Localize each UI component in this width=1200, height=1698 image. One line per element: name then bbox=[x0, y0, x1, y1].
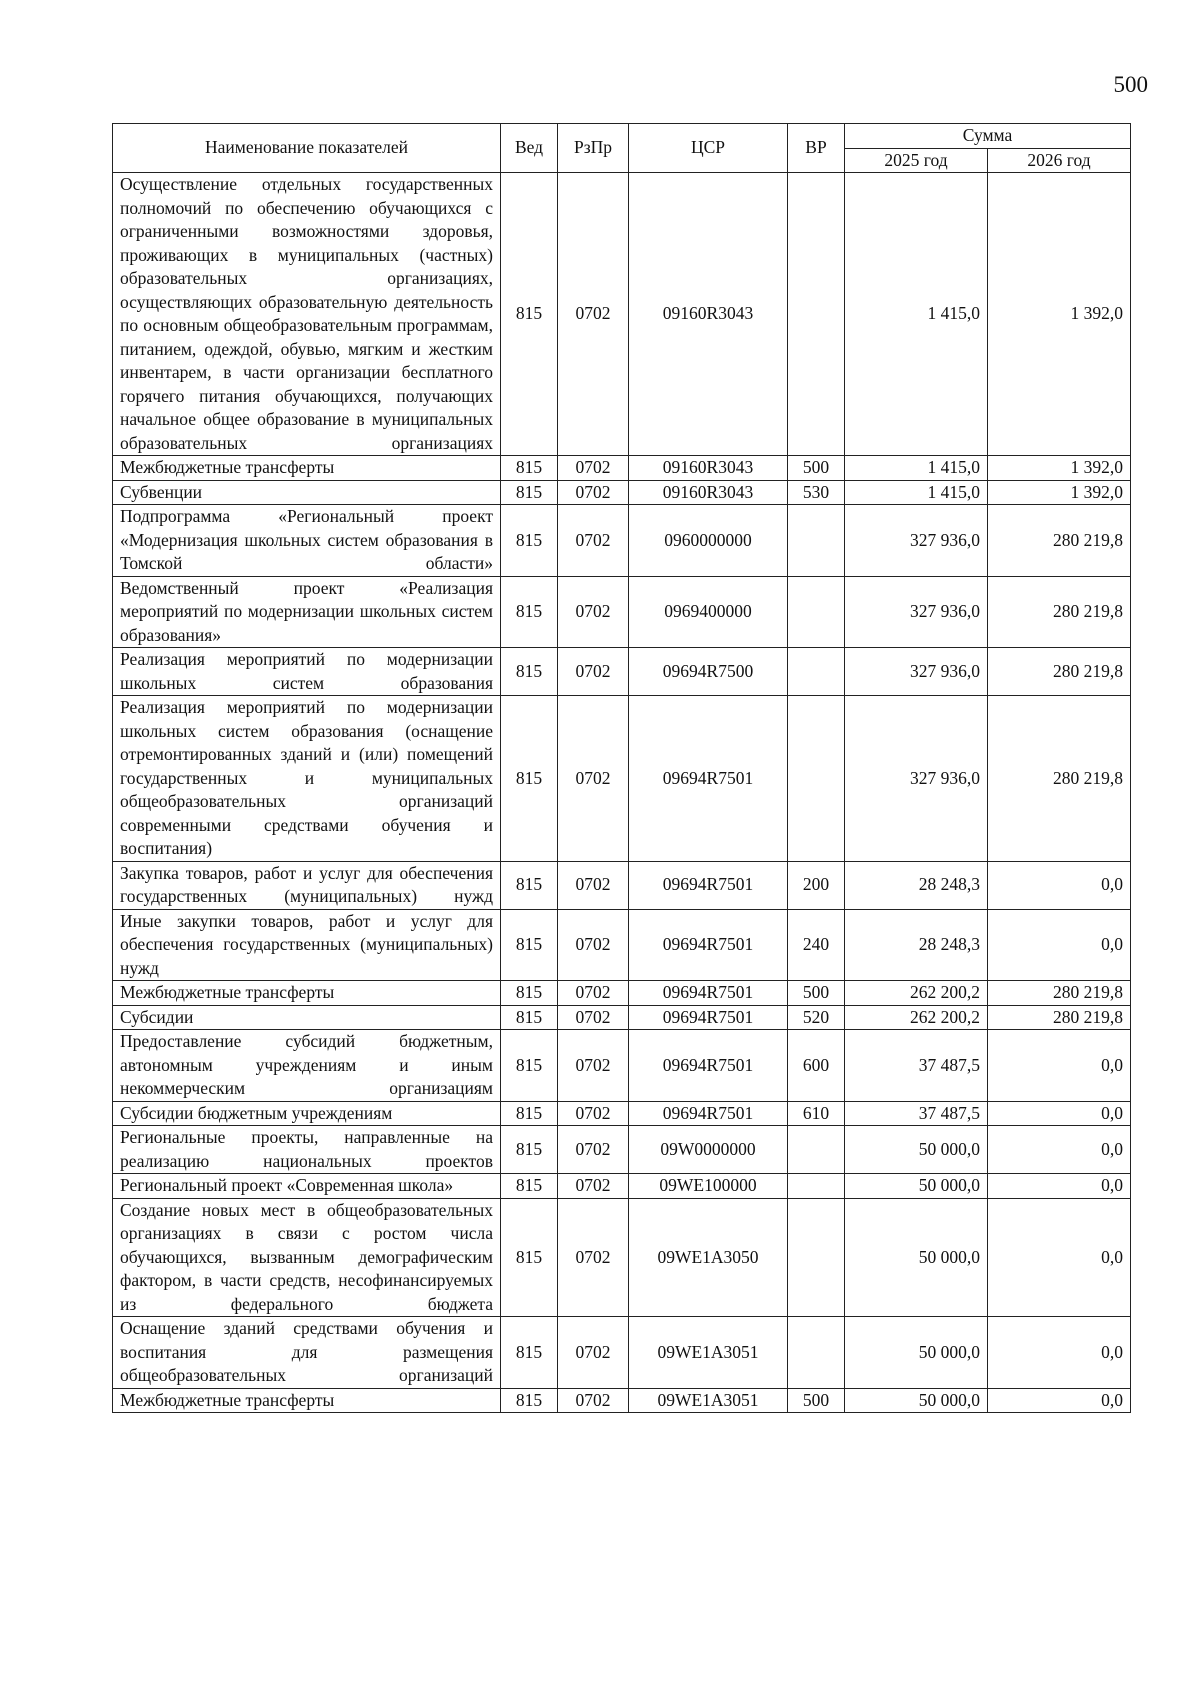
row-ved-cell: 815 bbox=[501, 576, 558, 648]
row-name-cell: Региональные проекты, направленные на реализацию национальных проектов bbox=[113, 1126, 501, 1174]
header-name: Наименование показателей bbox=[113, 124, 501, 173]
row-2026-cell: 1 392,0 bbox=[988, 456, 1131, 481]
row-vr-cell: 610 bbox=[788, 1101, 845, 1126]
table-row bbox=[113, 456, 1131, 481]
header-csr: ЦСР bbox=[629, 124, 788, 173]
table-row bbox=[113, 1030, 1131, 1102]
row-ved-cell: 815 bbox=[501, 1005, 558, 1030]
row-2026-cell: 0,0 bbox=[988, 1101, 1131, 1126]
row-name-cell: Межбюджетные трансферты bbox=[113, 1388, 501, 1413]
row-name-cell: Создание новых мест в общеобразовательных организациях в связи с ростом числа обучающихся, вызванным демографическим фактором, в части средств, несофинансируемых из федерального бюджета bbox=[113, 1198, 501, 1317]
table-row bbox=[113, 981, 1131, 1006]
row-2026-cell: 0,0 bbox=[988, 1388, 1131, 1413]
row-csr-cell: 09694R7501 bbox=[629, 909, 788, 981]
table-row bbox=[113, 1101, 1131, 1126]
row-vr-cell: 200 bbox=[788, 861, 845, 909]
row-2025-cell: 50 000,0 bbox=[845, 1388, 988, 1413]
row-2026-cell: 0,0 bbox=[988, 1317, 1131, 1389]
row-rzpr-cell: 0702 bbox=[558, 1388, 629, 1413]
row-name-cell: Субсидии bbox=[113, 1005, 501, 1030]
row-vr-cell bbox=[788, 1317, 845, 1389]
row-ved-cell: 815 bbox=[501, 861, 558, 909]
row-vr-cell bbox=[788, 1198, 845, 1317]
row-2025-cell: 50 000,0 bbox=[845, 1317, 988, 1389]
row-vr-cell: 240 bbox=[788, 909, 845, 981]
row-name-cell: Региональный проект «Современная школа» bbox=[113, 1174, 501, 1199]
row-rzpr-cell: 0702 bbox=[558, 576, 629, 648]
row-csr-cell: 09160R3043 bbox=[629, 456, 788, 481]
budget-table bbox=[112, 123, 1131, 1413]
row-name-cell: Ведомственный проект «Реализация мероприятий по модернизации школьных систем образования» bbox=[113, 576, 501, 648]
row-name-cell: Закупка товаров, работ и услуг для обеспечения государственных (муниципальных) нужд bbox=[113, 861, 501, 909]
row-vr-cell: 600 bbox=[788, 1030, 845, 1102]
row-rzpr-cell: 0702 bbox=[558, 648, 629, 696]
table-row bbox=[113, 1388, 1131, 1413]
row-rzpr-cell: 0702 bbox=[558, 1174, 629, 1199]
row-rzpr-cell: 0702 bbox=[558, 456, 629, 481]
header-vr: ВР bbox=[788, 124, 845, 173]
header-rzpr: РзПр bbox=[558, 124, 629, 173]
row-2026-cell: 0,0 bbox=[988, 1174, 1131, 1199]
table-row bbox=[113, 909, 1131, 981]
row-ved-cell: 815 bbox=[501, 1126, 558, 1174]
row-csr-cell: 09160R3043 bbox=[629, 480, 788, 505]
row-2025-cell: 1 415,0 bbox=[845, 480, 988, 505]
table-row bbox=[113, 480, 1131, 505]
row-name-cell: Иные закупки товаров, работ и услуг для обеспечения государственных (муниципальных) нужд bbox=[113, 909, 501, 981]
row-rzpr-cell: 0702 bbox=[558, 480, 629, 505]
row-rzpr-cell: 0702 bbox=[558, 696, 629, 862]
row-csr-cell: 0960000000 bbox=[629, 505, 788, 577]
row-ved-cell: 815 bbox=[501, 1101, 558, 1126]
table-row bbox=[113, 1317, 1131, 1389]
table-row bbox=[113, 1126, 1131, 1174]
row-2026-cell: 0,0 bbox=[988, 909, 1131, 981]
row-vr-cell bbox=[788, 576, 845, 648]
row-ved-cell: 815 bbox=[501, 1198, 558, 1317]
row-csr-cell: 09W0000000 bbox=[629, 1126, 788, 1174]
row-2026-cell: 280 219,8 bbox=[988, 696, 1131, 862]
row-rzpr-cell: 0702 bbox=[558, 1126, 629, 1174]
row-rzpr-cell: 0702 bbox=[558, 173, 629, 456]
row-csr-cell: 09WE1A3051 bbox=[629, 1388, 788, 1413]
header-2025: 2025 год bbox=[845, 148, 988, 173]
row-2026-cell: 0,0 bbox=[988, 1030, 1131, 1102]
row-vr-cell: 500 bbox=[788, 1388, 845, 1413]
table-row bbox=[113, 576, 1131, 648]
table-row bbox=[113, 505, 1131, 577]
row-name-cell: Субсидии бюджетным учреждениям bbox=[113, 1101, 501, 1126]
row-rzpr-cell: 0702 bbox=[558, 1101, 629, 1126]
row-name-cell: Субвенции bbox=[113, 480, 501, 505]
row-2026-cell: 280 219,8 bbox=[988, 576, 1131, 648]
row-2026-cell: 280 219,8 bbox=[988, 505, 1131, 577]
row-2026-cell: 1 392,0 bbox=[988, 173, 1131, 456]
row-csr-cell: 09160R3043 bbox=[629, 173, 788, 456]
row-vr-cell: 520 bbox=[788, 1005, 845, 1030]
row-ved-cell: 815 bbox=[501, 981, 558, 1006]
row-vr-cell bbox=[788, 1126, 845, 1174]
row-vr-cell bbox=[788, 648, 845, 696]
row-csr-cell: 09694R7501 bbox=[629, 1101, 788, 1126]
row-ved-cell: 815 bbox=[501, 1388, 558, 1413]
row-name-cell: Подпрограмма «Региональный проект «Модернизация школьных систем образования в Томской области» bbox=[113, 505, 501, 577]
row-2025-cell: 50 000,0 bbox=[845, 1126, 988, 1174]
row-rzpr-cell: 0702 bbox=[558, 505, 629, 577]
header-2026: 2026 год bbox=[988, 148, 1131, 173]
table-row bbox=[113, 1198, 1131, 1317]
row-2025-cell: 1 415,0 bbox=[845, 456, 988, 481]
row-rzpr-cell: 0702 bbox=[558, 861, 629, 909]
row-vr-cell bbox=[788, 173, 845, 456]
table-header bbox=[113, 124, 1131, 173]
row-2025-cell: 37 487,5 bbox=[845, 1030, 988, 1102]
row-name-cell: Реализация мероприятий по модернизации школьных систем образования (оснащение отремонтированных зданий и (или) помещений государственных и муниципальных общеобразовательных организаций современными средствами обучения и воспитания) bbox=[113, 696, 501, 862]
table-row bbox=[113, 696, 1131, 862]
row-ved-cell: 815 bbox=[501, 909, 558, 981]
row-2026-cell: 0,0 bbox=[988, 861, 1131, 909]
row-ved-cell: 815 bbox=[501, 1317, 558, 1389]
row-name-cell: Межбюджетные трансферты bbox=[113, 981, 501, 1006]
row-2025-cell: 37 487,5 bbox=[845, 1101, 988, 1126]
row-ved-cell: 815 bbox=[501, 696, 558, 862]
row-rzpr-cell: 0702 bbox=[558, 1005, 629, 1030]
row-2025-cell: 327 936,0 bbox=[845, 505, 988, 577]
row-csr-cell: 0969400000 bbox=[629, 576, 788, 648]
row-2025-cell: 327 936,0 bbox=[845, 648, 988, 696]
row-2025-cell: 262 200,2 bbox=[845, 981, 988, 1006]
row-vr-cell bbox=[788, 505, 845, 577]
table-row bbox=[113, 648, 1131, 696]
row-csr-cell: 09WE1A3051 bbox=[629, 1317, 788, 1389]
row-name-cell: Реализация мероприятий по модернизации школьных систем образования bbox=[113, 648, 501, 696]
row-csr-cell: 09694R7501 bbox=[629, 861, 788, 909]
row-vr-cell: 500 bbox=[788, 981, 845, 1006]
row-2026-cell: 280 219,8 bbox=[988, 648, 1131, 696]
row-vr-cell: 500 bbox=[788, 456, 845, 481]
page-number: 500 bbox=[1113, 72, 1148, 97]
row-csr-cell: 09694R7500 bbox=[629, 648, 788, 696]
row-name-cell: Межбюджетные трансферты bbox=[113, 456, 501, 481]
row-vr-cell: 530 bbox=[788, 480, 845, 505]
row-2025-cell: 1 415,0 bbox=[845, 173, 988, 456]
row-ved-cell: 815 bbox=[501, 1030, 558, 1102]
row-ved-cell: 815 bbox=[501, 505, 558, 577]
row-csr-cell: 09694R7501 bbox=[629, 696, 788, 862]
row-ved-cell: 815 bbox=[501, 456, 558, 481]
row-csr-cell: 09WE1A3050 bbox=[629, 1198, 788, 1317]
row-csr-cell: 09694R7501 bbox=[629, 1005, 788, 1030]
row-rzpr-cell: 0702 bbox=[558, 1198, 629, 1317]
row-vr-cell bbox=[788, 696, 845, 862]
table-row bbox=[113, 861, 1131, 909]
row-2026-cell: 0,0 bbox=[988, 1126, 1131, 1174]
row-csr-cell: 09694R7501 bbox=[629, 1030, 788, 1102]
row-2025-cell: 28 248,3 bbox=[845, 909, 988, 981]
row-name-cell: Предоставление субсидий бюджетным, автономным учреждениям и иным некоммерческим организациям bbox=[113, 1030, 501, 1102]
row-ved-cell: 815 bbox=[501, 1174, 558, 1199]
row-name-cell: Осуществление отдельных государственных полномочий по обеспечению обучающихся с ограниченными возможностями здоровья, проживающих в муниципальных (частных) образовательных организациях, осуществляющих образовательную деятельность по основным общеобразовательным программам, питанием, одеждой, обувью, мягким и жестким инвентарем, в части организации бесплатного горячего питания обучающихся, получающих начальное общее образование в муниципальных образовательных организациях bbox=[113, 173, 501, 456]
row-name-cell: Оснащение зданий средствами обучения и воспитания для размещения общеобразовательных организаций bbox=[113, 1317, 501, 1389]
row-csr-cell: 09WE100000 bbox=[629, 1174, 788, 1199]
table-body bbox=[113, 173, 1131, 1413]
row-2026-cell: 280 219,8 bbox=[988, 1005, 1131, 1030]
table-row bbox=[113, 1005, 1131, 1030]
row-ved-cell: 815 bbox=[501, 648, 558, 696]
row-rzpr-cell: 0702 bbox=[558, 1317, 629, 1389]
table-row bbox=[113, 173, 1131, 456]
row-vr-cell bbox=[788, 1174, 845, 1199]
row-2025-cell: 327 936,0 bbox=[845, 696, 988, 862]
header-ved: Вед bbox=[501, 124, 558, 173]
header-sum: Сумма bbox=[845, 124, 1131, 149]
row-ved-cell: 815 bbox=[501, 480, 558, 505]
row-2025-cell: 262 200,2 bbox=[845, 1005, 988, 1030]
row-rzpr-cell: 0702 bbox=[558, 981, 629, 1006]
row-2025-cell: 327 936,0 bbox=[845, 576, 988, 648]
row-2025-cell: 28 248,3 bbox=[845, 861, 988, 909]
row-rzpr-cell: 0702 bbox=[558, 909, 629, 981]
row-rzpr-cell: 0702 bbox=[558, 1030, 629, 1102]
table-row bbox=[113, 1174, 1131, 1199]
row-2026-cell: 1 392,0 bbox=[988, 480, 1131, 505]
row-2026-cell: 280 219,8 bbox=[988, 981, 1131, 1006]
row-2026-cell: 0,0 bbox=[988, 1198, 1131, 1317]
row-2025-cell: 50 000,0 bbox=[845, 1198, 988, 1317]
row-ved-cell: 815 bbox=[501, 173, 558, 456]
row-csr-cell: 09694R7501 bbox=[629, 981, 788, 1006]
row-2025-cell: 50 000,0 bbox=[845, 1174, 988, 1199]
